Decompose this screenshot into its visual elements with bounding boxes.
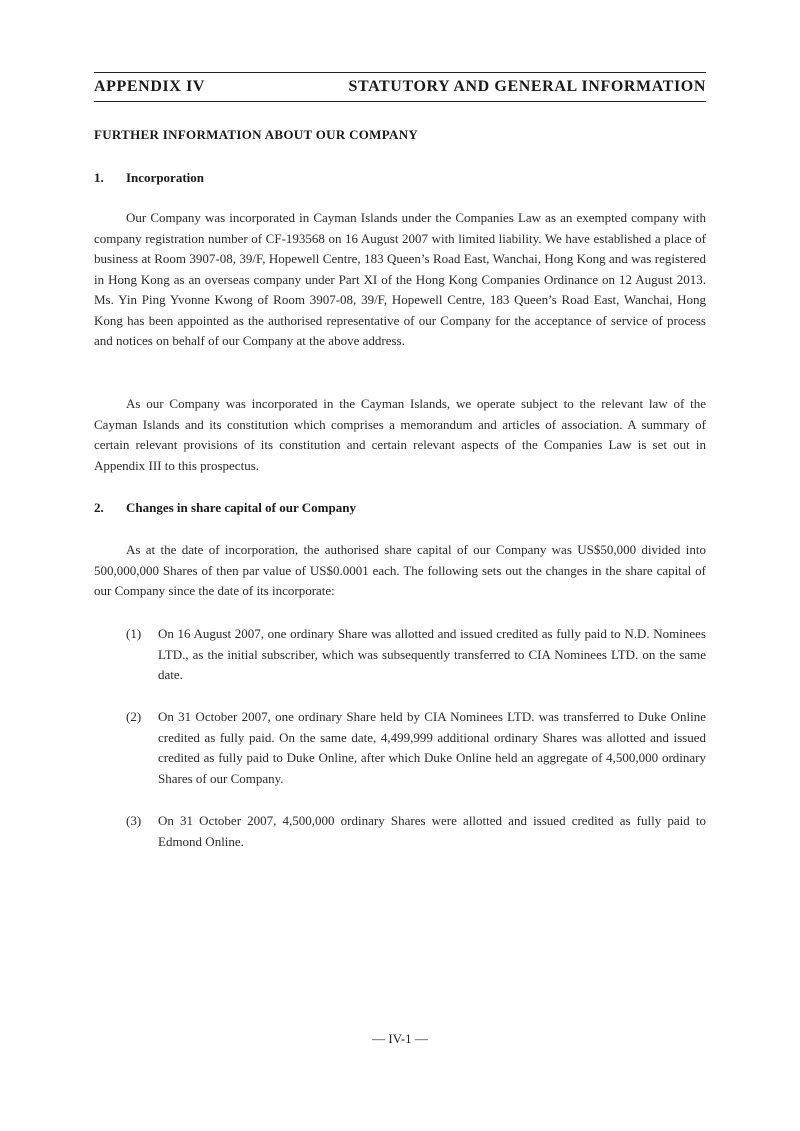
list-item bbox=[126, 811, 706, 852]
subsection-title: Incorporation bbox=[126, 170, 204, 185]
list-item-number: (3) bbox=[126, 813, 142, 828]
appendix-title: STATUTORY AND GENERAL INFORMATION bbox=[348, 78, 706, 95]
list-item bbox=[126, 624, 706, 686]
list-item-text: On 31 October 2007, 4,500,000 ordinary Shares were allotted and issued credited as fully paid to Edmond Online. bbox=[158, 813, 706, 849]
subsection-heading-share-capital bbox=[94, 500, 356, 516]
list-item-number: (2) bbox=[126, 709, 142, 724]
paragraph-incorporation-2: As our Company was incorporated in the Cayman Islands, we operate subject to the relevant law of the Cayman Islands and its constitution which comprises a memorandum and articles of association. A summary of certain relevant provisions of its constitution and certain relevant aspects of the Companies Law is set out in Appendix III to this prospectus. bbox=[94, 396, 706, 473]
subsection-heading-incorporation bbox=[94, 170, 204, 186]
header-top-rule bbox=[94, 72, 706, 73]
list-item bbox=[126, 707, 706, 789]
paragraph-incorporation-1: Our Company was incorporated in Cayman Islands under the Companies Law as an exempted company with company registration number of CF-193568 on 16 August 2007 with limited liability. We have established a place of business at Room 3907-08, 39/F, Hopewell Centre, 183 Queen’s Road East, Wanchai, Hong Kong and was registered in Hong Kong as an overseas company under Part XI of the Hong Kong Companies Ordinance on 12 August 2013. Ms. Yin Ping Yvonne Kwong of Room 3907-08, 39/F, Hopewell Centre, 183 Queen’s Road East, Wanchai, Hong Kong has been appointed as the authorised representative of our Company for the acceptance of service of process and notices on behalf of our Company at the above address. bbox=[94, 210, 706, 348]
section-title: FURTHER INFORMATION ABOUT OUR COMPANY bbox=[94, 127, 419, 142]
header-bottom-rule bbox=[94, 101, 706, 102]
paragraph-share-capital-intro: As at the date of incorporation, the authorised share capital of our Company was US$50,000 divided into 500,000,000 Shares of then par value of US$0.0001 each. The following sets out the changes in the share capital of our Company since the date of its incorporate: bbox=[94, 542, 706, 598]
appendix-label: APPENDIX IV bbox=[94, 78, 206, 95]
subsection-number: 1. bbox=[94, 170, 104, 185]
subsection-number: 2. bbox=[94, 500, 104, 515]
list-item-number: (1) bbox=[126, 626, 142, 641]
list-item-text: On 31 October 2007, one ordinary Share held by CIA Nominees LTD. was transferred to Duke Online credited as fully paid. On the same date, 4,499,999 additional ordinary Shares was allotted and issued credited as fully paid to Duke Online, after which Duke Online held an aggregate of 4,500,000 ordinary Shares of our Company. bbox=[158, 709, 706, 786]
page-number: — IV-1 — bbox=[372, 1031, 428, 1046]
subsection-title: Changes in share capital of our Company bbox=[126, 500, 356, 515]
list-item-text: On 16 August 2007, one ordinary Share was allotted and issued credited as fully paid to N.D. Nominees LTD., as the initial subscriber, which was subsequently transferred to CIA Nominees LTD. on the same date. bbox=[158, 626, 706, 682]
